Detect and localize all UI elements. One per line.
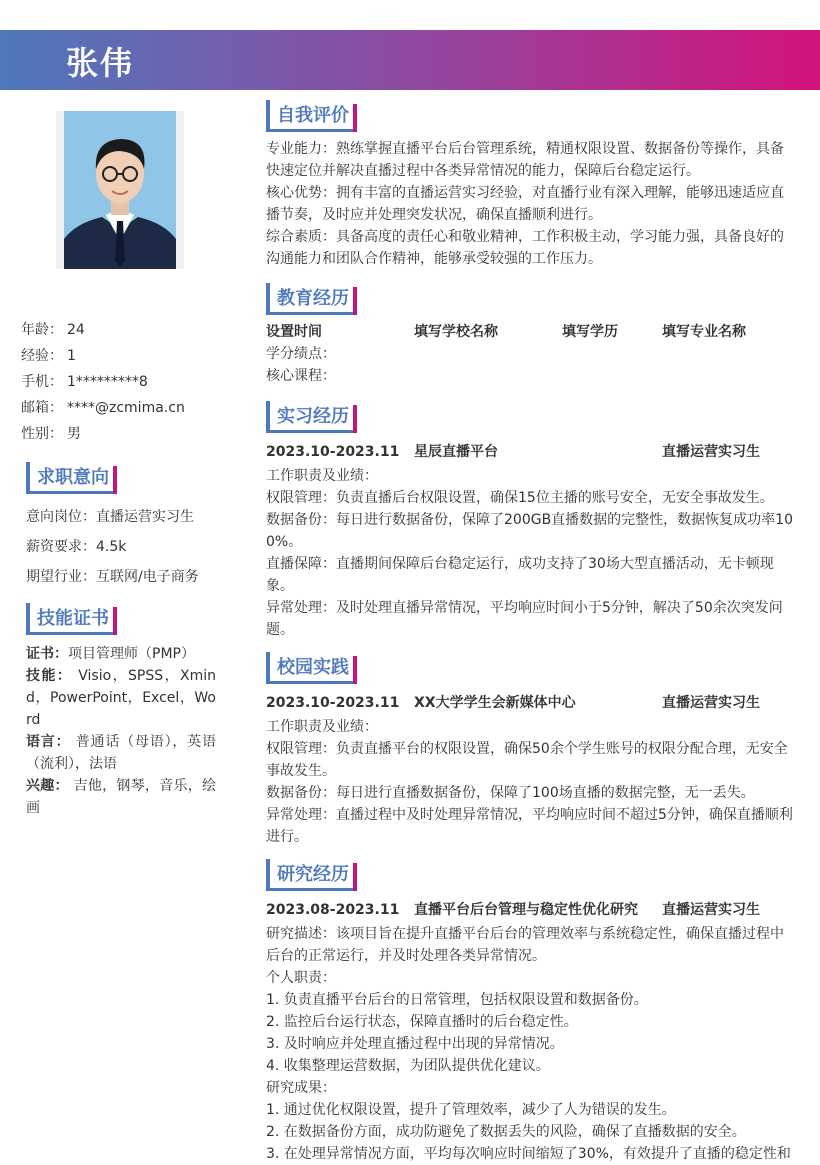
research-line: 1. 负责直播平台后台的日常管理，包括权限设置和数据备份。 — [266, 992, 648, 1008]
research-section — [266, 859, 796, 1165]
candidate-name: 张伟 — [66, 44, 135, 82]
campus-line: 工作职责及业绩： — [266, 719, 378, 735]
internship-line: 数据备份：每日进行数据备份，保障了200GB直播数据的完整性，数据恢复成功率100%。 — [266, 512, 793, 550]
skill-certificate: 证书：项目管理师（PMP） — [26, 646, 195, 662]
internship-line: 工作职责及业绩： — [266, 468, 378, 484]
info-gender: 性别： 男 — [21, 426, 81, 442]
section-title-self-eval: 自我评价 — [266, 100, 353, 132]
campus-line: 权限管理：负责直播平台的权限设置，确保50余个学生账号的权限分配合理，无安全事故发生。 — [266, 741, 788, 779]
research-line: 3. 在处理异常情况方面，平均每次响应时间缩短了30%，有效提升了直播的稳定性和 — [266, 1146, 791, 1162]
skills-section — [26, 603, 216, 819]
research-line: 研究描述：该项目旨在提升直播平台后台的管理效率与系统稳定性，确保直播过程中后台的正常运行，并及时处理各类异常情况。 — [266, 926, 784, 964]
research-header: 2023.08-2023.11 直播平台后台管理与稳定性优化研究 直播运营实习生 — [266, 902, 760, 918]
section-title-internship: 实习经历 — [266, 401, 353, 433]
section-title-research: 研究经历 — [266, 859, 353, 891]
research-line: 3. 及时响应并处理直播过程中出现的异常情况。 — [266, 1036, 564, 1052]
education-header: 设置时间 填写学校名称 填写学历 填写专业名称 — [266, 324, 746, 340]
education-courses: 核心课程： — [266, 368, 336, 384]
self-eval-line: 专业能力：熟练掌握直播平台后台管理系统，精通权限设置、数据备份等操作，具备快速定位并解决直播过程中各类异常情况的能力，保障后台稳定运行。 — [266, 141, 784, 179]
section-title-job-intent: 求职意向 — [26, 462, 113, 494]
info-email: 邮箱： ****@zcmima.cn — [21, 400, 185, 416]
self-eval-section — [266, 100, 796, 270]
name-banner — [0, 30, 820, 90]
internship-line: 异常处理：及时处理直播异常情况，平均响应时间小于5分钟，解决了50余次突发问题。 — [266, 600, 783, 638]
info-phone: 手机： 1*********8 — [21, 374, 148, 390]
research-line: 个人职责： — [266, 970, 336, 986]
campus-line: 异常处理：直播过程中及时处理异常情况，平均响应时间不超过5分钟，确保直播顺利进行。 — [266, 807, 793, 845]
research-line: 4. 收集整理运营数据，为团队提供优化建议。 — [266, 1058, 550, 1074]
profile-photo — [56, 111, 184, 269]
internship-header: 2023.10-2023.11 星辰直播平台 直播运营实习生 — [266, 444, 760, 460]
job-intent-row: 意向岗位：直播运营实习生 — [26, 509, 194, 525]
education-gpa: 学分绩点： — [266, 346, 336, 362]
research-line: 2. 在数据备份方面，成功防避免了数据丢失的风险，确保了直播数据的安全。 — [266, 1124, 746, 1140]
internship-line: 直播保障：直播期间保障后台稳定运行，成功支持了30场大型直播活动，无卡顿现象。 — [266, 556, 774, 594]
internship-line: 权限管理：负责直播后台权限设置，确保15位主播的账号安全，无安全事故发生。 — [266, 490, 774, 506]
self-eval-line: 核心优势：拥有丰富的直播运营实习经验，对直播行业有深入理解，能够迅速适应直播节奏，及时应并处理突发状况，确保直播顺利进行。 — [266, 185, 784, 223]
personal-info — [21, 317, 231, 447]
job-intent-row: 薪资要求：4.5k — [26, 539, 127, 555]
info-experience: 经验： 1 — [21, 348, 76, 364]
research-line: 2. 监控后台运行状态，保障直播时的后台稳定性。 — [266, 1014, 578, 1030]
job-intent-section — [26, 462, 221, 592]
campus-section — [266, 652, 796, 848]
campus-line: 数据备份：每日进行直播数据备份，保障了100场直播的数据完整，无一丢失。 — [266, 785, 755, 801]
skill-languages: 语言： 普通话（母语），英语（流利），法语 — [26, 734, 217, 772]
internship-section — [266, 401, 796, 641]
section-title-skills: 技能证书 — [26, 603, 113, 635]
campus-header: 2023.10-2023.11 XX大学学生会新媒体中心 直播运营实习生 — [266, 695, 760, 711]
research-line: 研究成果： — [266, 1080, 336, 1096]
section-title-campus: 校园实践 — [266, 652, 353, 684]
skill-interests: 兴趣： 吉他，钢琴，音乐，绘画 — [26, 778, 217, 816]
research-line: 1. 通过优化权限设置，提升了管理效率，减少了人为错误的发生。 — [266, 1102, 676, 1118]
portrait-illustration — [56, 111, 184, 269]
job-intent-row: 期望行业：互联网/电子商务 — [26, 569, 199, 585]
info-age: 年龄： 24 — [21, 322, 85, 338]
self-eval-line: 综合素质：具备高度的责任心和敬业精神，工作积极主动，学习能力强，具备良好的沟通能力和团队合作精神，能够承受较强的工作压力。 — [266, 229, 784, 267]
section-title-education: 教育经历 — [266, 283, 353, 315]
education-section — [266, 283, 796, 387]
skill-tools: 技能： Visio，SPSS，Xmind，PowerPoint，Excel，Word — [26, 668, 217, 728]
